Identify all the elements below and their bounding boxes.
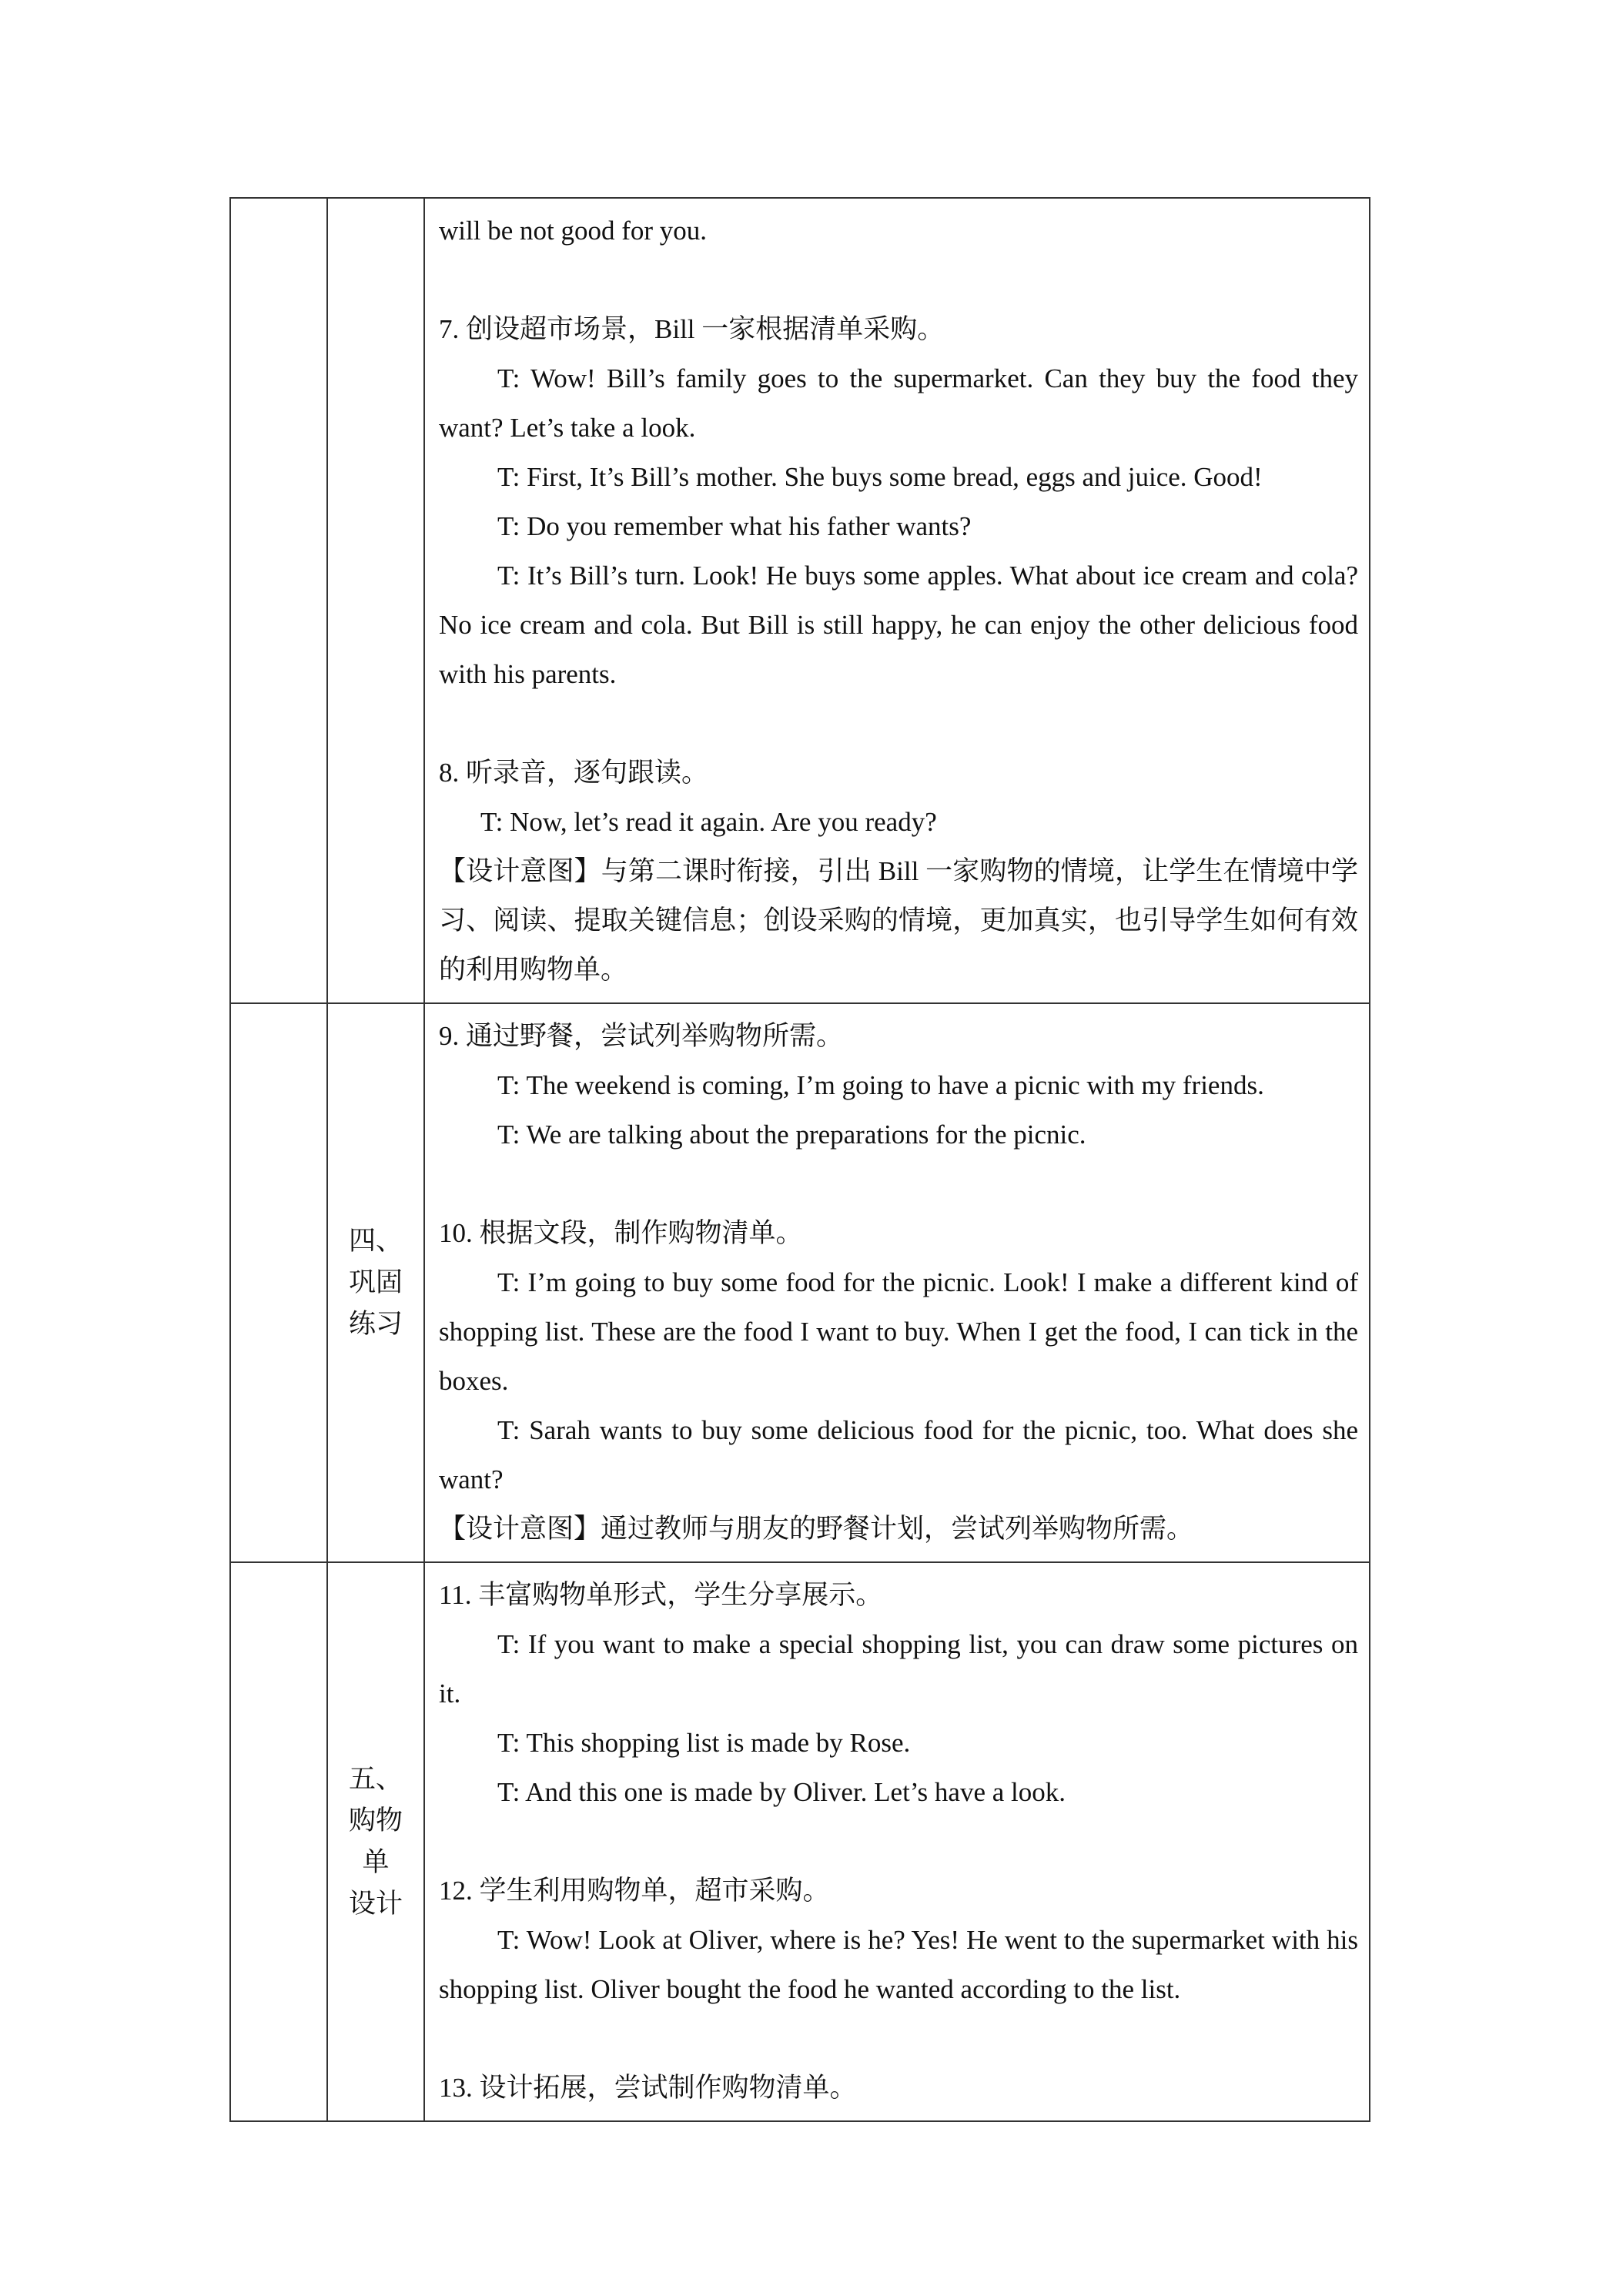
blank-cell (230, 1003, 327, 1562)
dialogue-paragraph: T: Wow! Bill’s family goes to the supermarket. Can they buy the food they want? Let’s take a look. (439, 363, 1358, 443)
blank-cell (230, 198, 327, 1003)
stage-cell (327, 1562, 424, 2121)
stage-label: 四、 巩固 练习 (348, 1226, 403, 1339)
dialogue-paragraph: T: Wow! Look at Oliver, where is he? Yes! He went to the supermarket with his shopping list. Oliver bought the food he wanted according to the list. (439, 1925, 1358, 2004)
step-heading: 9. 通过野餐，尝试列举购物所需。 (439, 1021, 844, 1051)
spacer (439, 1160, 1358, 1209)
content-cell (424, 198, 1370, 1003)
step-heading: 13. 设计拓展，尝试制作购物清单。 (439, 2073, 857, 2103)
spacer (439, 1817, 1358, 1866)
step-heading: 7. 创设超市场景，Bill 一家根据清单采购。 (439, 314, 945, 344)
dialogue-paragraph: T: First, It’s Bill’s mother. She buys some bread, eggs and juice. Good! (497, 462, 1263, 492)
dialogue-paragraph: T: Do you remember what his father wants? (497, 511, 972, 541)
dialogue-paragraph: T: And this one is made by Oliver. Let’s have a look. (497, 1777, 1066, 1807)
design-intent: 【设计意图】通过教师与朋友的野餐计划，尝试列举购物所需。 (439, 1514, 1194, 1544)
step-heading: 12. 学生利用购物单，超市采购。 (439, 1876, 830, 1906)
dialogue-paragraph: T: If you want to make a special shopping list, you can draw some pictures on it. (439, 1629, 1358, 1709)
content-cell (424, 1003, 1370, 1562)
dialogue-paragraph: T: We are talking about the preparations for the picnic. (497, 1120, 1086, 1150)
dialogue-paragraph: T: It’s Bill’s turn. Look! He buys some apples. What about ice cream and cola? No ice cream and cola. But Bill is still happy, he can enjoy the other delicious food with his parents. (439, 561, 1358, 689)
blank-cell (230, 1562, 327, 2121)
text-line: will be not good for you. (439, 216, 708, 246)
dialogue-paragraph: T: Sarah wants to buy some delicious food for the picnic, too. What does she want? (439, 1415, 1358, 1494)
step-heading: 8. 听录音，逐句跟读。 (439, 758, 709, 788)
stage-cell (327, 198, 424, 1003)
stage-label: 五、 购物 单 设计 (348, 1764, 403, 1919)
table-row (230, 198, 1370, 1003)
design-intent: 【设计意图】与第二课时衔接，引出 Bill 一家购物的情境，让学生在情境中学习、阅读、提取关键信息；创设采购的情境，更加真实，也引导学生如何有效的利用购物单。 (439, 856, 1358, 985)
spacer (439, 2014, 1358, 2063)
lesson-plan-table (229, 197, 1370, 2122)
dialogue-paragraph: T: Now, let’s read it again. Are you ready? (480, 807, 937, 837)
step-heading: 10. 根据文段，制作购物清单。 (439, 1218, 803, 1248)
stage-cell (327, 1003, 424, 1562)
spacer (439, 256, 1358, 305)
dialogue-paragraph: T: This shopping list is made by Rose. (497, 1728, 911, 1758)
step-heading: 11. 丰富购物单形式，学生分享展示。 (439, 1580, 883, 1610)
dialogue-paragraph: T: I’m going to buy some food for the picnic. Look! I make a different kind of shopping list. These are the food I want to buy. When I get the food, I can tick in the boxes. (439, 1267, 1358, 1396)
table-row (230, 1562, 1370, 2121)
spacer (439, 699, 1358, 748)
table-row (230, 1003, 1370, 1562)
content-cell (424, 1562, 1370, 2121)
dialogue-paragraph: T: The weekend is coming, I’m going to have a picnic with my friends. (497, 1070, 1264, 1100)
